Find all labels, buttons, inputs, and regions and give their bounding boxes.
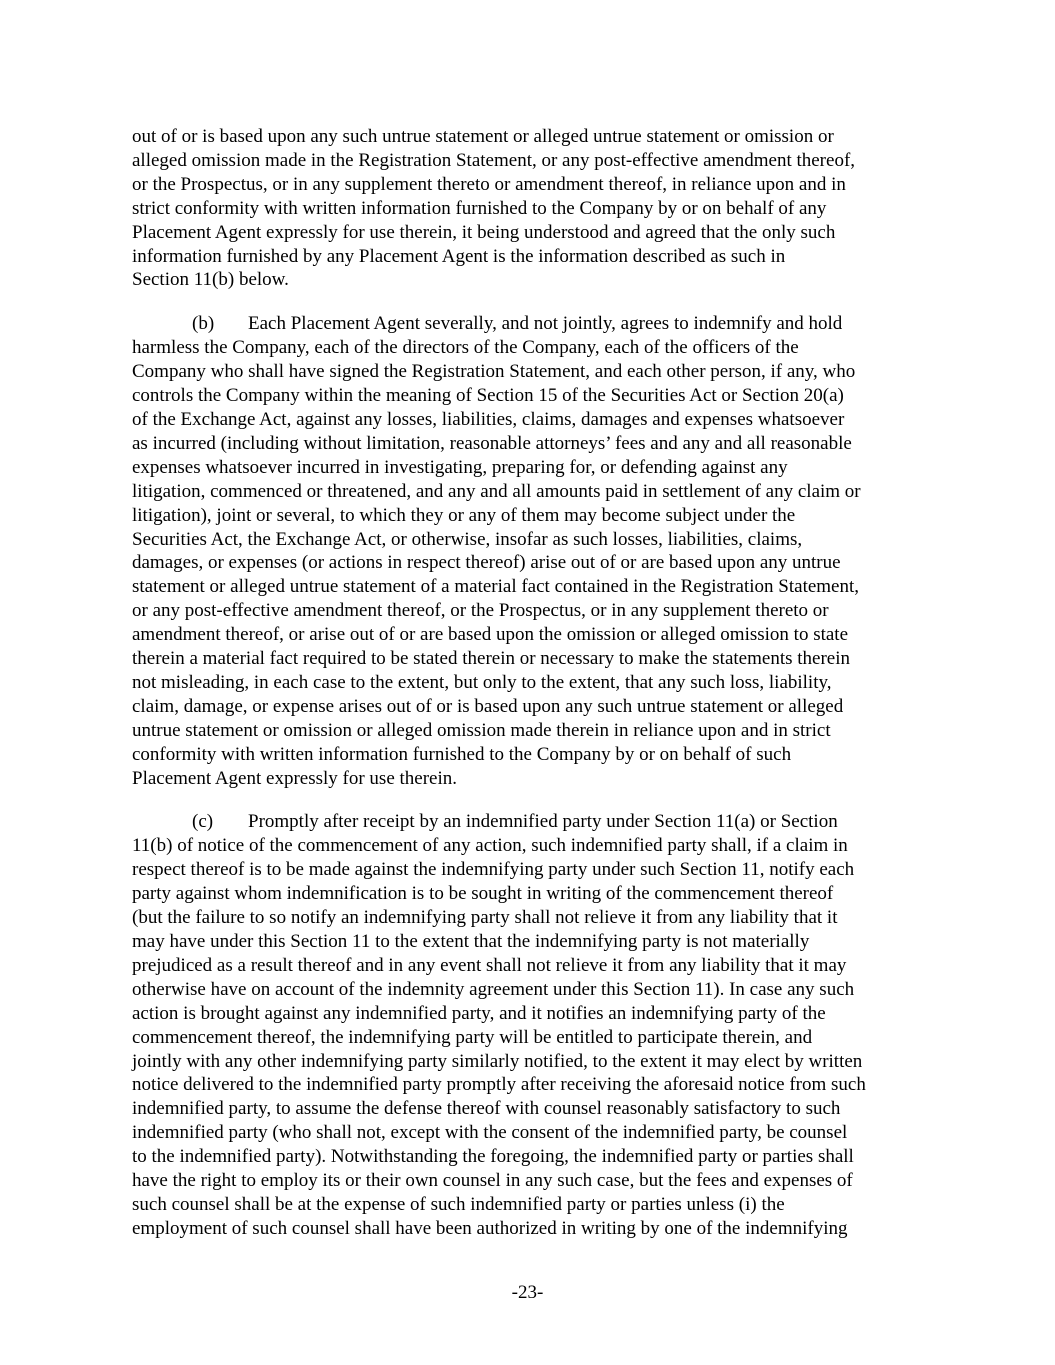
- paragraph-b-first-line: [132, 312, 932, 336]
- text-line: out of or is based upon any such untrue statement or alleged untrue statement or omission or: [132, 126, 834, 147]
- text-line: indemnified party, to assume the defense thereof with counsel reasonably satisfactory to such: [132, 1098, 841, 1120]
- text-line: commencement thereof, the indemnifying party will be entitled to participate therein, and: [132, 1026, 813, 1048]
- text-line: or the Prospectus, or in any supplement thereto or amendment thereof, in reliance upon and in: [132, 173, 846, 195]
- text-line: statement or alleged untrue statement of a material fact contained in the Registration Statement,: [132, 576, 860, 598]
- text-line: to the indemnified party). Notwithstanding the foregoing, the indemnified party or parties shall: [132, 1146, 854, 1168]
- text-line: litigation, commenced or threatened, and any and all amounts paid in settlement of any claim or: [132, 480, 861, 502]
- text-line: expenses whatsoever incurred in investigating, preparing for, or defending against any: [132, 456, 788, 478]
- text-line: or any post-effective amendment thereof, or the Prospectus, or in any supplement thereto or: [132, 600, 829, 622]
- paragraph-b-label: (b): [192, 313, 215, 335]
- text-line: conformity with written information furnished to the Company by or on behalf of such: [132, 743, 792, 765]
- text-line: of the Exchange Act, against any losses, liabilities, claims, damages and expenses whatsoever: [132, 408, 845, 430]
- text-line: Placement Agent expressly for use therein.: [132, 767, 458, 789]
- text-line: Section 11(b) below.: [132, 269, 289, 291]
- text-line: not misleading, in each case to the extent, but only to the extent, that any such loss, liability,: [132, 671, 832, 693]
- paragraph-c-first-line: [132, 810, 932, 834]
- paragraph-c-label: (c): [192, 811, 214, 833]
- text-line: strict conformity with written information furnished to the Company by or on behalf of any: [132, 197, 827, 219]
- paragraph-b-first-text: Each Placement Agent severally, and not jointly, agrees to indemnify and hold: [248, 313, 843, 335]
- text-line: action is brought against any indemnified party, and it notifies an indemnifying party of the: [132, 1002, 826, 1024]
- document-page: [132, 125, 932, 1241]
- paragraph-a-continued: [132, 125, 932, 292]
- text-line: therein a material fact required to be stated therein or necessary to make the statements therein: [132, 648, 850, 670]
- text-line: otherwise have on account of the indemnity agreement under this Section 11). In case any such: [132, 978, 855, 1000]
- page-number: -23-: [511, 1282, 544, 1303]
- text-line: Company who shall have signed the Registration Statement, and each other person, if any, who: [132, 361, 856, 383]
- text-line: 11(b) of notice of the commencement of any action, such indemnified party shall, if a claim in: [132, 835, 848, 857]
- text-line: damages, or expenses (or actions in respect thereof) arise out of or are based upon any untrue: [132, 552, 841, 574]
- text-line: may have under this Section 11 to the extent that the indemnifying party is not materially: [132, 931, 810, 952]
- text-line: prejudiced as a result thereof and in any event shall not relieve it from any liability that it may: [132, 954, 847, 976]
- paragraph-b: [132, 312, 932, 790]
- paragraph-c: [132, 810, 932, 1240]
- text-line: litigation), joint or several, to which they or any of them may become subject under the: [132, 504, 796, 526]
- text-line: untrue statement or omission or alleged omission made therein in reliance upon and in strict: [132, 719, 831, 741]
- text-line: party against whom indemnification is to be sought in writing of the commencement thereof: [132, 883, 834, 905]
- text-line: claim, damage, or expense arises out of or is based upon any such untrue statement or alleged: [132, 695, 844, 717]
- text-line: have the right to employ its or their own counsel in any such case, but the fees and expenses of: [132, 1170, 853, 1192]
- text-line: jointly with any other indemnifying party similarly notified, to the extent it may elect by written: [132, 1050, 863, 1072]
- text-line: notice delivered to the indemnified party promptly after receiving the aforesaid notice from such: [132, 1074, 866, 1096]
- text-line: respect thereof is to be made against the indemnifying party under such Section 11, notify each: [132, 859, 855, 881]
- text-line: employment of such counsel shall have been authorized in writing by one of the indemnifying: [132, 1217, 848, 1239]
- text-line: (but the failure to so notify an indemnifying party shall not relieve it from any liability that it: [132, 907, 838, 929]
- text-line: controls the Company within the meaning of Section 15 of the Securities Act or Section 20(a): [132, 385, 844, 407]
- text-line: Securities Act, the Exchange Act, or otherwise, insofar as such losses, liabilities, claims,: [132, 528, 803, 550]
- text-line: such counsel shall be at the expense of such indemnified party or parties unless (i) the: [132, 1193, 785, 1215]
- text-line: information furnished by any Placement Agent is the information described as such in: [132, 245, 786, 267]
- text-line: as incurred (including without limitation, reasonable attorneys’ fees and any and all reasonable: [132, 432, 852, 454]
- text-line: Placement Agent expressly for use therein, it being understood and agreed that the only such: [132, 221, 836, 243]
- text-line: indemnified party (who shall not, except with the consent of the indemnified party, be counsel: [132, 1122, 848, 1144]
- text-line: alleged omission made in the Registration Statement, or any post-effective amendment thereof,: [132, 149, 856, 171]
- text-line: amendment thereof, or arise out of or are based upon the omission or alleged omission to state: [132, 624, 849, 646]
- text-line: harmless the Company, each of the directors of the Company, each of the officers of the: [132, 337, 799, 359]
- paragraph-c-first-text: Promptly after receipt by an indemnified party under Section 11(a) or Section: [248, 811, 838, 833]
